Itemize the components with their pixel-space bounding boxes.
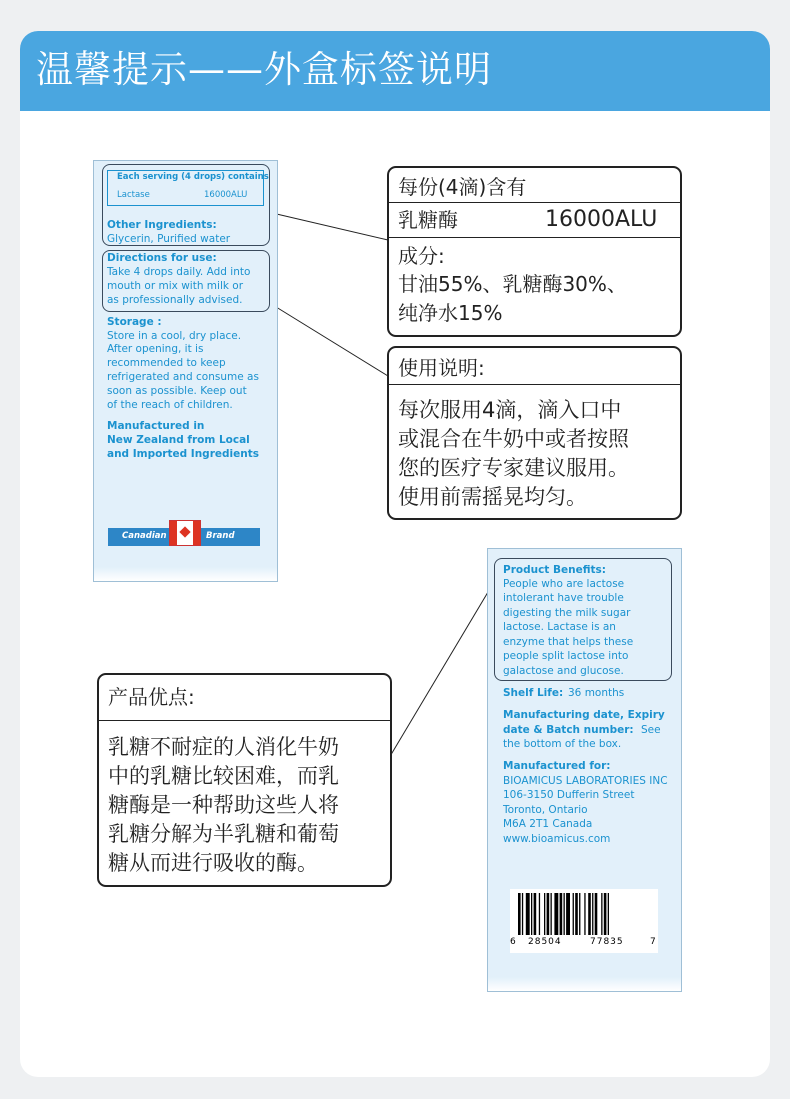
benefits-callout-line: 糖酶是一种帮助这些人将 xyxy=(108,793,339,817)
manufacturer-line: BIOAMICUS LABORATORIES INC xyxy=(503,775,668,787)
shelf-life-value: 36 months xyxy=(568,687,625,699)
directions-callout-title: 使用说明: xyxy=(398,356,485,380)
manufactured-for-title: Manufactured for: xyxy=(503,760,611,772)
barcode-digit: 77835 xyxy=(590,937,624,947)
lactase-name: Lactase xyxy=(117,190,150,200)
benefits-line: People who are lactose xyxy=(503,578,625,590)
directions-line: as professionally advised. xyxy=(107,294,243,306)
divider xyxy=(99,720,390,721)
benefits-title: Product Benefits: xyxy=(503,564,606,576)
barcode-digit: 28504 xyxy=(528,937,562,947)
label-fade xyxy=(94,567,277,581)
manufactured-line: New Zealand from Local xyxy=(107,434,250,446)
mfg-date-rest: the bottom of the box. xyxy=(503,738,622,750)
ingredients-highlight xyxy=(102,164,270,246)
brand-left: Canadian xyxy=(122,531,167,541)
benefits-highlight xyxy=(494,558,672,681)
ingredient-name: 乳糖酶 xyxy=(398,208,458,232)
storage-line: Store in a cool, dry place. xyxy=(107,330,242,342)
benefits-line: people split lactose into xyxy=(503,650,629,662)
directions-callout xyxy=(387,346,682,520)
benefits-callout-line: 糖从而进行吸收的酶。 xyxy=(108,851,318,875)
benefits-callout-title: 产品优点: xyxy=(108,685,195,709)
storage-line: soon as possible. Keep out xyxy=(107,385,247,397)
manufacturer-line: M6A 2T1 Canada xyxy=(503,818,593,830)
label-fade xyxy=(488,977,681,991)
barcode-bars xyxy=(510,889,658,939)
storage-line: After opening, it is xyxy=(107,343,204,355)
shelf-life-title: Shelf Life: xyxy=(503,687,564,699)
directions-line: 或混合在牛奶中或者按照 xyxy=(398,427,629,451)
directions-title: Directions for use: xyxy=(107,252,217,264)
benefits-callout xyxy=(97,673,392,887)
benefits-line: galactose and glucose. xyxy=(503,665,624,677)
benefits-callout-line: 中的乳糖比较困难，而乳 xyxy=(108,764,339,788)
ingredients-callout xyxy=(387,166,682,337)
storage-line: of the reach of children. xyxy=(107,399,233,411)
barcode xyxy=(510,889,658,953)
header-bar xyxy=(20,31,770,111)
composition-line: 甘油55%、乳糖酶30%、 xyxy=(398,272,627,296)
mfg-date-title: date & Batch number: xyxy=(503,724,634,736)
directions-line: 使用前需摇晃均匀。 xyxy=(398,485,587,509)
benefits-callout-line: 乳糖不耐症的人消化牛奶 xyxy=(108,735,339,759)
directions-line: Take 4 drops daily. Add into xyxy=(107,266,251,278)
directions-highlight xyxy=(102,250,270,312)
other-ingredients-title: Other Ingredients: xyxy=(107,219,217,231)
benefits-callout-line: 乳糖分解为半乳糖和葡萄 xyxy=(108,822,339,846)
barcode-digit: 6 xyxy=(510,937,516,947)
directions-line: 每次服用4滴，滴入口中 xyxy=(398,398,622,422)
benefits-line: digesting the milk sugar xyxy=(503,607,631,619)
lactase-amount: 16000ALU xyxy=(204,190,248,200)
page-title: 温馨提示——外盒标签说明 xyxy=(36,48,492,91)
benefits-line: enzyme that helps these xyxy=(503,636,634,648)
manufacturer-line: www.bioamicus.com xyxy=(503,833,611,845)
directions-line: 您的医疗专家建议服用。 xyxy=(398,456,629,480)
serving-header: Each serving (4 drops) contains xyxy=(117,172,269,182)
mfg-date-title: Manufacturing date, Expiry xyxy=(503,709,665,721)
manufacturer-line: 106-3150 Dufferin Street xyxy=(503,789,635,801)
divider xyxy=(389,202,680,203)
storage-title: Storage : xyxy=(107,316,162,328)
benefits-line: lactose. Lactase is an xyxy=(503,621,616,633)
manufactured-line: and Imported Ingredients xyxy=(107,448,259,460)
maple-flag-icon xyxy=(169,520,201,546)
barcode-digit: 7 xyxy=(650,937,656,947)
composition-line: 纯净水15% xyxy=(398,301,503,325)
ingredients-callout-title: 每份(4滴)含有 xyxy=(398,175,527,199)
directions-line: mouth or mix with milk or xyxy=(107,280,244,292)
ingredient-amount: 16000ALU xyxy=(545,207,658,232)
manufacturer-line: Toronto, Ontario xyxy=(503,804,588,816)
benefits-line: intolerant have trouble xyxy=(503,592,624,604)
divider xyxy=(389,237,680,238)
storage-line: recommended to keep xyxy=(107,357,226,369)
composition-title: 成分: xyxy=(398,244,445,268)
storage-line: refrigerated and consume as xyxy=(107,371,259,383)
divider xyxy=(389,384,680,385)
brand-right: Brand xyxy=(206,531,235,541)
mfg-date-see: See xyxy=(641,724,661,736)
manufactured-line: Manufactured in xyxy=(107,420,205,432)
other-ingredients-text: Glycerin, Purified water xyxy=(107,233,231,245)
